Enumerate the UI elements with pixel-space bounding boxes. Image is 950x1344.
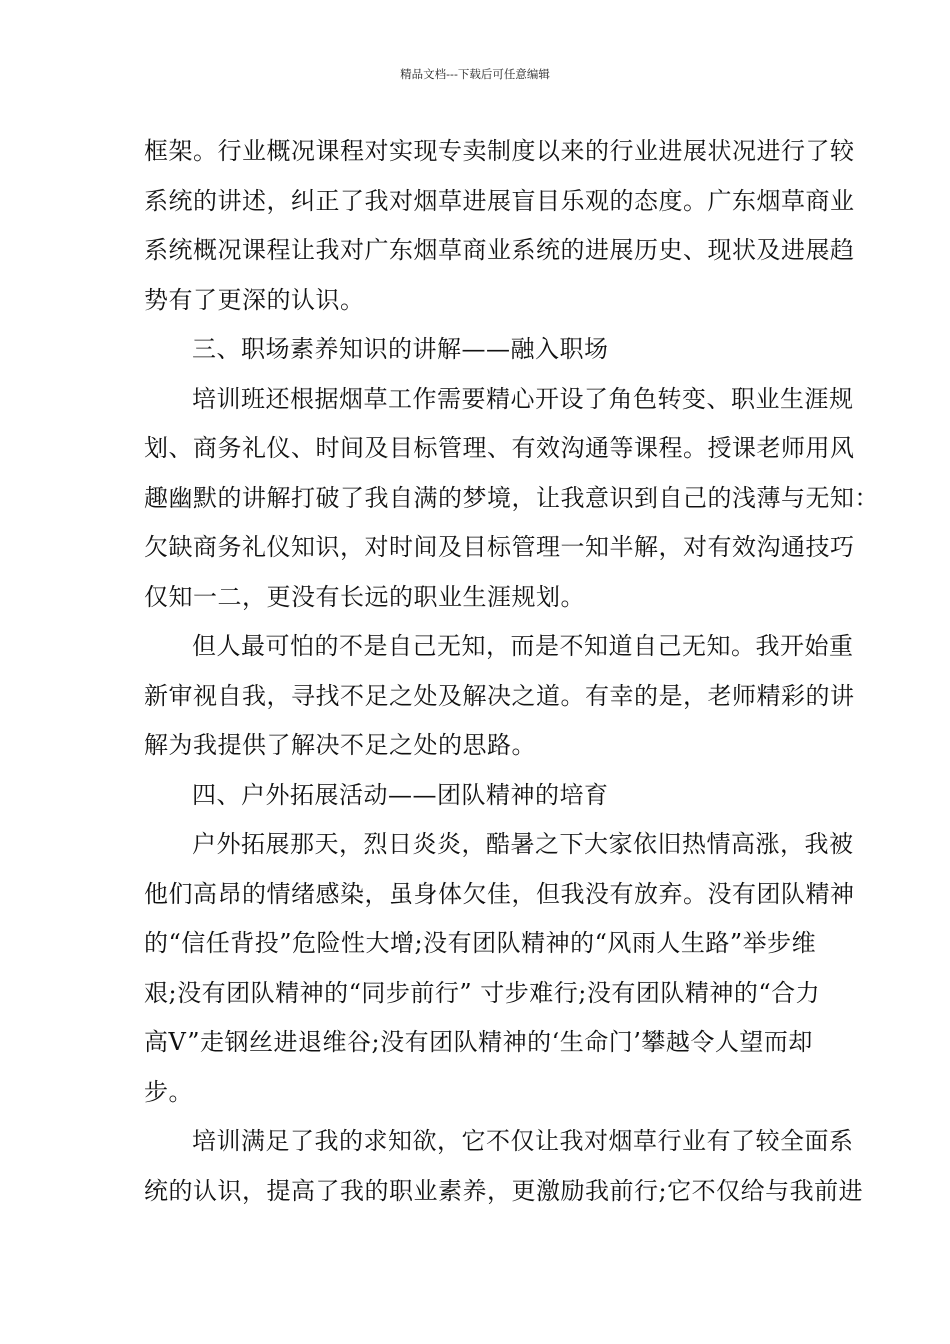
text-line: 新审视自我，寻找不足之处及解决之道。有幸的是，老师精彩的讲 [144, 681, 855, 710]
text-line: 高V”走钢丝进退维谷;没有团队精神的‘生命门’攀越令人望而却 [144, 1028, 813, 1056]
text-line: 解为我提供了解决不足之处的思路。 [144, 731, 536, 759]
section-heading: 三、职场素养知识的讲解——融入职场 [192, 335, 609, 363]
text-line: 仅知一二，更没有长远的职业生涯规划。 [144, 582, 585, 611]
document-body [144, 127, 879, 1216]
text-line: 趣幽默的讲解打破了我自满的梦境，让我意识到自己的浅薄与无知： [144, 483, 879, 512]
text-line: 艰;没有团队精神的“同步前行” 寸步难行;没有团队精神的“合力 [144, 978, 821, 1007]
text-line: 划、商务礼仪、时间及目标管理、有效沟通等课程。授课老师用风 [144, 434, 855, 462]
text-line: 培训满足了我的求知欲，它不仅让我对烟草行业有了较全面系 [192, 1127, 854, 1155]
text-line: 户外拓展那天，烈日炎炎，酷暑之下大家依旧热情高涨，我被 [192, 830, 854, 858]
text-line: 培训班还根据烟草工作需要精心开设了角色转变、职业生涯规 [192, 384, 854, 413]
text-line: 步。 [144, 1077, 193, 1106]
text-line: 势有了更深的认识。 [144, 285, 365, 314]
text-line: 但人最可怕的不是自己无知，而是不知道自己无知。我开始重 [192, 632, 854, 660]
text-line: 框架。行业概况课程对实现专卖制度以来的行业进展状况进行了较 [144, 137, 855, 165]
section-heading: 四、户外拓展活动——团队精神的培育 [192, 780, 609, 809]
text-line: 他们高昂的情绪感染，虽身体欠佳，但我没有放弃。没有团队精神 [144, 879, 855, 908]
text-line: 系统概况课程让我对广东烟草商业系统的进展历史、现状及进展趋 [144, 236, 855, 264]
page-header: 精品文档---下载后可任意编辑 [400, 67, 550, 81]
text-line: 系统的讲述，纠正了我对烟草进展盲目乐观的态度。广东烟草商业 [144, 186, 855, 215]
text-line: 的“信任背投”危险性大增;没有团队精神的“风雨人生路”举步维 [144, 929, 817, 957]
text-line: 欠缺商务礼仪知识，对时间及目标管理一知半解，对有效沟通技巧 [144, 533, 855, 561]
text-line: 统的认识，提高了我的职业素养，更激励我前行;它不仅给与我前进 [144, 1176, 864, 1205]
